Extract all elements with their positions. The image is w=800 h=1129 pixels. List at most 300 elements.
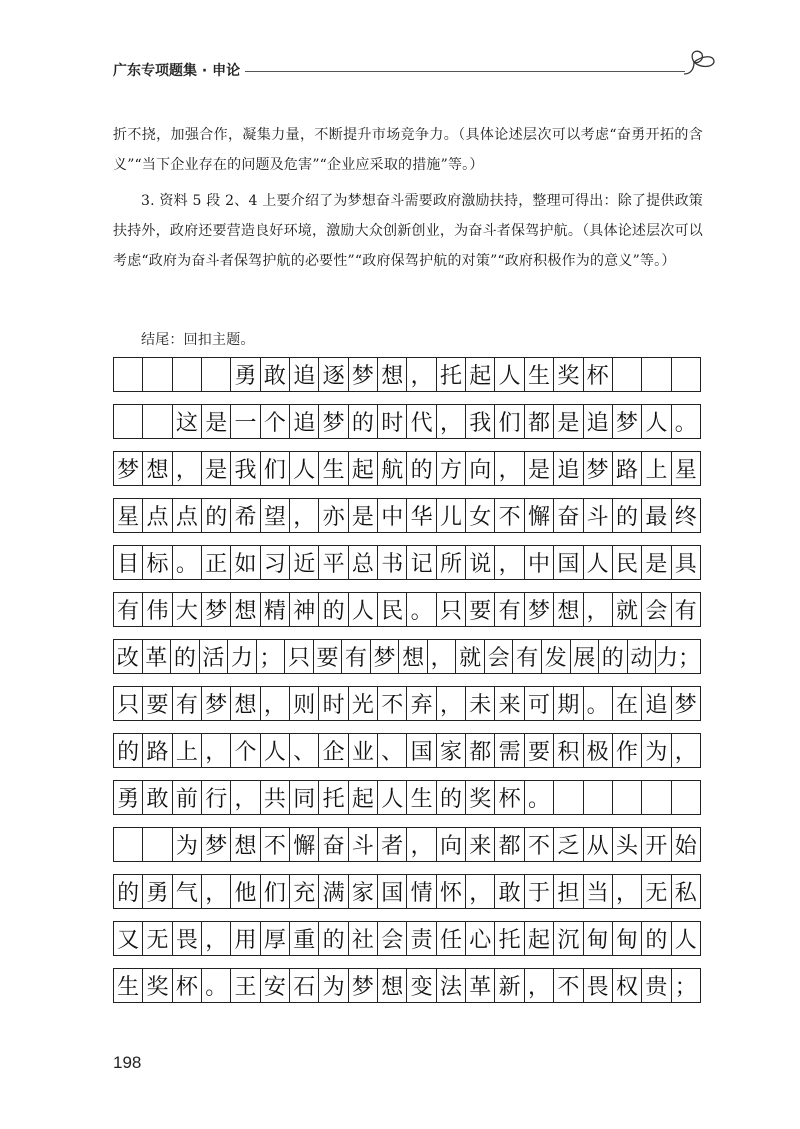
grid-cell: 梦 [349,969,378,1002]
grid-cell: 社 [349,922,378,955]
header-title: 广东专项题集 · 申论 [113,63,241,79]
grid-cell: 的 [171,640,200,673]
grid-cell: 期 [554,687,583,720]
grid-cell: 开 [642,828,671,861]
grid-cell: 精 [261,593,290,626]
grid-cell: 的 [642,922,671,955]
grid-cell: 积 [554,734,583,767]
grid-cell: 人 [642,405,671,438]
grid-cell: 星 [114,499,143,532]
grid-cell: 近 [290,546,319,579]
grid-cell: ， [173,452,202,485]
grid-cell: 只 [437,593,466,626]
header-rule [245,71,685,72]
grid-cell: 我 [231,452,260,485]
grid-cell: 。 [525,781,554,814]
grid-cell: 担 [554,875,583,908]
grid-cell: 始 [674,834,697,859]
grid-cell: 只 [114,687,143,720]
grid-cell: 是 [349,499,378,532]
grid-cell: 人 [674,928,697,953]
grid-cell: 权 [613,969,642,1002]
grid-cell: 梦 [114,452,143,485]
grid-cell: ， [584,593,613,626]
grid-cell: ， [202,922,231,955]
grid-cell: 在 [613,687,642,720]
page-number: 198 [113,1053,142,1072]
grid-cell: 不 [554,969,583,1002]
grid-cell: 革 [466,969,495,1002]
grid-cell: 梦 [202,828,231,861]
grid-cell: 未 [466,687,495,720]
grid-cell: 标 [143,546,172,579]
grid-cell: 勇 [143,875,172,908]
grid-cell: 想 [231,828,260,861]
grid-cell: 梦 [674,693,697,718]
grid-cell: 人 [378,781,407,814]
grid-cell: 厚 [261,922,290,955]
grid-cell: 会 [485,640,514,673]
grid-cell: 梦 [525,593,554,626]
grid-cell: 懈 [525,499,554,532]
grid-cell: 可 [525,687,554,720]
grid-cell: 重 [290,922,319,955]
grid-cell [554,781,583,814]
grid-cell: 畏 [173,922,202,955]
grid-cell: 甸 [584,922,613,955]
grid-cell: 奋 [554,499,583,532]
grid-cell: ， [495,452,524,485]
grid-cell: 家 [437,734,466,767]
grid-cell: ， [261,687,290,720]
grid-cell: 起 [349,452,378,485]
grid-cell: ， [466,875,495,908]
grid-cell: 奖 [554,358,583,391]
grid-row [113,592,701,627]
grid-cell: 就 [456,640,485,673]
grid-cell: 点 [173,499,202,532]
grid-cell: 为 [319,969,348,1002]
grid-cell: 同 [290,781,319,814]
paragraph-continuation: 折不挠，加强合作，凝集力量，不断提升市场竞争力。（具体论述层次可以考虑“奋勇开拓的含义”“当下企业存在的问题及危害”“企业应采取的措施”等。） [113,127,703,173]
grid-row [113,874,701,909]
grid-cell: 希 [231,499,260,532]
grid-cell [672,781,700,814]
grid-cell: ， [613,875,642,908]
grid-cell: 勇 [114,781,143,814]
grid-cell: 来 [466,828,495,861]
grid-row [113,686,701,721]
grid-cell [613,358,642,391]
grid-cell: 私 [674,881,697,906]
grid-cell: 的 [613,499,642,532]
grid-cell: 平 [319,546,348,579]
grid-cell: 力 [228,640,257,673]
grid-cell: 梦 [319,405,348,438]
grid-cell: 甸 [613,922,642,955]
grid-cell: 的 [599,640,628,673]
grid-cell: 不 [525,828,554,861]
grid-cell: 梦 [371,640,400,673]
grid-cell: 从 [584,828,613,861]
grid-cell: 向 [466,452,495,485]
grid-cell: 是 [202,405,231,438]
grid-cell: 追 [290,405,319,438]
grid-cell: 责 [407,922,436,955]
grid-cell: 的 [407,452,436,485]
grid-cell: 不 [378,687,407,720]
grid-cell: 石 [290,969,319,1002]
grid-cell [642,358,671,391]
grid-cell: 想 [378,969,407,1002]
grid-cell: 追 [584,405,613,438]
grid-cell: 王 [231,969,260,1002]
grid-cell: ， [525,969,554,1002]
grid-cell: 安 [261,969,290,1002]
grid-cell: 革 [143,640,172,673]
grid-cell: 望 [261,499,290,532]
grid-cell: 托 [437,358,466,391]
grid-cell: 托 [495,922,524,955]
grid-cell: 乏 [554,828,583,861]
grid-cell: 用 [231,922,260,955]
grid-row [113,498,701,533]
grid-cell: 亦 [319,499,348,532]
grid-cell: 的 [114,734,143,767]
sprout-icon [680,44,720,78]
grid-row [113,451,701,486]
grid-row [113,780,701,815]
grid-cell: 为 [173,828,202,861]
grid-cell: 中 [378,499,407,532]
grid-cell: 心 [466,922,495,955]
grid-cell: 是 [202,452,231,485]
grid-cell: ， [428,640,457,673]
grid-cell: 华 [407,499,436,532]
grid-cell: 的 [114,875,143,908]
grid-cell: 奖 [143,969,172,1002]
grid-cell: 动 [628,640,657,673]
grid-cell: 方 [437,452,466,485]
grid-cell: ， [290,499,319,532]
grid-cell: 有 [173,687,202,720]
grid-cell: 向 [437,828,466,861]
grid-cell: 不 [261,828,290,861]
grid-cell: ， [437,687,466,720]
grid-cell: 敢 [495,875,524,908]
grid-cell: 又 [114,922,143,955]
grid-cell: 奋 [319,828,348,861]
grid-cell: 则 [290,687,319,720]
grid-cell: 者 [378,828,407,861]
grid-cell: 都 [495,828,524,861]
grid-cell: 人 [495,358,524,391]
grid-cell: 的 [319,593,348,626]
grid-cell: 。 [173,546,202,579]
grid-cell: 都 [525,405,554,438]
grid-cell [584,781,613,814]
grid-cell: 时 [319,687,348,720]
grid-cell: 发 [542,640,571,673]
grid-cell: 个 [231,734,260,767]
grid-cell: 有 [114,593,143,626]
grid-cell: 星 [674,458,697,483]
grid-cell: 都 [466,734,495,767]
grid-cell: 大 [173,593,202,626]
grid-row [113,968,701,1003]
grid-cell: 的 [349,405,378,438]
grid-cell: 追 [554,452,583,485]
grid-cell: 变 [407,969,436,1002]
grid-cell: 这 [173,405,202,438]
grid-cell: 上 [173,734,202,767]
grid-row [113,545,701,580]
grid-cell [173,358,202,391]
grid-cell: 要 [314,640,343,673]
grid-cell [114,405,143,438]
grid-cell: 。 [202,969,231,1002]
grid-cell: 生 [114,969,143,1002]
grid-cell: 改 [114,640,143,673]
grid-cell: 的 [437,781,466,814]
grid-cell: 伟 [143,593,172,626]
grid-cell: 生 [319,452,348,485]
grid-cell: 斗 [349,828,378,861]
grid-cell: 于 [525,875,554,908]
grid-cell: 生 [525,358,554,391]
grid-cell: 们 [261,452,290,485]
grid-cell [143,828,172,861]
grid-cell: 有 [513,640,542,673]
grid-cell: 生 [407,781,436,814]
grid-cell: 儿 [437,499,466,532]
grid-cell: 国 [407,734,436,767]
grid-cell: 他 [231,875,260,908]
grid-cell: 记 [407,546,436,579]
grid-cell: 情 [407,875,436,908]
paragraph-ending-note: 结尾：回扣主题。 [141,332,255,348]
grid-cell: 是 [525,452,554,485]
grid-cell: ， [407,828,436,861]
grid-cell: 充 [290,875,319,908]
grid-cell: 总 [349,546,378,579]
grid-cell: 有 [674,599,697,624]
paragraph-point-3: 3. 资料 5 段 2、4 上要介绍了为梦想奋斗需要政府激励扶持，整理可得出：除了提供政策扶持外，政府还要营造良好环境，激励大众创新创业，为奋斗者保驾护航。（具体论述层次可以考虑“政府为奋斗者保驾护航的必要性”“政府保驾护航的对策”“政府积极作为的意义”等。） [113,193,703,269]
grid-cell: 女 [466,499,495,532]
grid-cell: 有 [342,640,371,673]
grid-cell: 前 [173,781,202,814]
grid-cell: 共 [261,781,290,814]
grid-cell: 梦 [349,358,378,391]
grid-cell: 任 [437,922,466,955]
grid-cell: 时 [378,405,407,438]
grid-cell: 国 [378,875,407,908]
grid-cell: 目 [114,546,143,579]
grid-cell [613,781,642,814]
grid-cell: 起 [349,781,378,814]
grid-cell: 终 [674,505,697,530]
grid-cell: 的 [319,922,348,955]
grid-cell: ， [202,875,231,908]
grid-row [113,827,701,862]
grid-cell: 的 [202,499,231,532]
grid-cell: 懈 [290,828,319,861]
grid-cell: 所 [437,546,466,579]
grid-cell: 光 [349,687,378,720]
grid-cell: 当 [584,875,613,908]
grid-cell: ， [202,734,231,767]
grid-cell: ； [257,640,286,673]
grid-cell: 弃 [407,687,436,720]
grid-cell: 最 [642,499,671,532]
grid-cell: 想 [554,593,583,626]
grid-cell: 杯 [173,969,202,1002]
grid-cell: 追 [642,687,671,720]
grid-cell: 无 [143,922,172,955]
grid-cell: 企 [319,734,348,767]
grid-cell: 来 [495,687,524,720]
grid-cell: 如 [231,546,260,579]
grid-cell: 畏 [584,969,613,1002]
grid-cell: 杯 [584,358,613,391]
grid-cell: 要 [525,734,554,767]
grid-cell: 路 [143,734,172,767]
grid-cell: 中 [525,546,554,579]
grid-cell: 斗 [584,499,613,532]
grid-cell: 、 [378,734,407,767]
grid-cell: 托 [319,781,348,814]
grid-cell [114,358,143,391]
grid-cell: 民 [378,593,407,626]
grid-cell: 敢 [261,358,290,391]
grid-cell: 上 [642,452,671,485]
grid-cell: 奖 [466,781,495,814]
grid-cell: 气 [173,875,202,908]
grid-cell [143,405,172,438]
grid-cell: 活 [200,640,229,673]
grid-cell: 代 [407,405,436,438]
grid-cell: ， [674,740,697,765]
grid-cell: 沉 [554,922,583,955]
grid-cell: 就 [613,593,642,626]
grid-cell: 头 [613,828,642,861]
grid-cell: 家 [349,875,378,908]
grid-cell: 想 [231,687,260,720]
grid-cell: 不 [495,499,524,532]
grid-cell: 民 [613,546,642,579]
grid-cell: 是 [554,405,583,438]
grid-row [113,404,701,439]
grid-cell: 国 [554,546,583,579]
grid-cell: 人 [261,734,290,767]
grid-cell: ， [407,358,436,391]
grid-cell: 勇 [231,358,260,391]
grid-cell: 个 [261,405,290,438]
grid-cell: ， [231,781,260,814]
grid-cell: 有 [495,593,524,626]
grid-cell: 贵 [642,969,671,1002]
grid-cell: 人 [290,452,319,485]
grid-cell: 我 [466,405,495,438]
grid-row [113,357,701,392]
grid-cell: 极 [584,734,613,767]
grid-cell: 想 [143,452,172,485]
grid-cell [202,358,231,391]
grid-cell: 行 [202,781,231,814]
grid-cell: 梦 [613,405,642,438]
grid-cell: ， [437,405,466,438]
grid-cell: 梦 [202,593,231,626]
grid-cell: 怀 [437,875,466,908]
grid-cell [114,828,143,861]
grid-cell: 、 [290,734,319,767]
grid-cell: 会 [642,593,671,626]
grid-cell: 想 [231,593,260,626]
grid-cell: 是 [642,546,671,579]
grid-cell: 人 [584,546,613,579]
grid-cell: 为 [642,734,671,767]
grid-cell: 想 [399,640,428,673]
grid-cell: ， [495,546,524,579]
grid-cell: 梦 [584,452,613,485]
essay-grid [113,357,701,1015]
grid-cell: 逐 [319,358,348,391]
grid-cell: 们 [495,405,524,438]
grid-cell: 具 [674,552,697,577]
grid-cell: 敢 [143,781,172,814]
grid-cell: 追 [290,358,319,391]
grid-cell: 点 [143,499,172,532]
grid-cell: ； [674,975,697,1000]
grid-row [113,639,701,674]
grid-cell: 杯 [495,781,524,814]
grid-cell: 。 [674,411,697,436]
grid-cell: 起 [525,922,554,955]
grid-cell: 说 [466,546,495,579]
grid-cell: 会 [378,922,407,955]
grid-cell: 无 [642,875,671,908]
grid-cell [642,781,671,814]
grid-cell: 书 [378,546,407,579]
grid-cell: 法 [437,969,466,1002]
grid-cell: 习 [261,546,290,579]
grid-cell: 满 [319,875,348,908]
grid-cell: 梦 [202,687,231,720]
grid-cell: 作 [613,734,642,767]
grid-cell: 起 [466,358,495,391]
grid-cell: 路 [613,452,642,485]
grid-row [113,921,701,956]
grid-cell: 一 [231,405,260,438]
grid-cell: 想 [378,358,407,391]
grid-cell: 业 [349,734,378,767]
grid-cell: 需 [495,734,524,767]
grid-cell: 正 [202,546,231,579]
grid-cell: 神 [290,593,319,626]
grid-cell: 力； [656,646,701,671]
grid-row [113,733,701,768]
grid-cell: 要 [143,687,172,720]
grid-cell [672,358,700,391]
grid-cell: 只 [285,640,314,673]
grid-cell: 要 [466,593,495,626]
grid-cell: 新 [495,969,524,1002]
grid-cell: 航 [378,452,407,485]
grid-cell [143,358,172,391]
grid-cell: 。 [407,593,436,626]
grid-cell: 。 [584,687,613,720]
grid-cell: 展 [571,640,600,673]
